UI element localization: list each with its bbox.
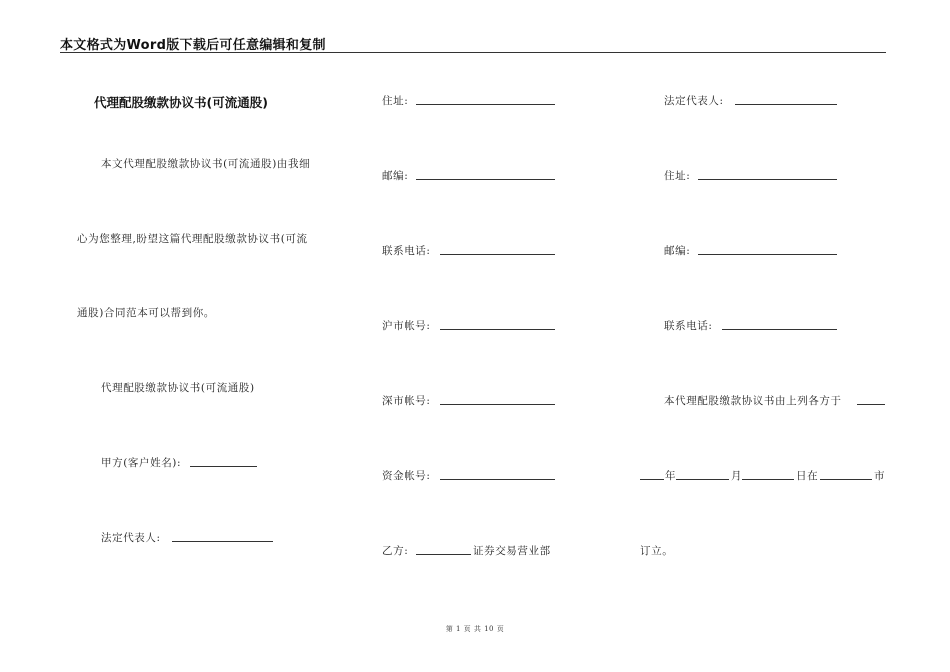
party-a-fund-account-blank: [440, 479, 555, 480]
intro-line-3: 通股)合同范本可以帮到你。: [77, 307, 215, 319]
party-a-address-label: 住址:: [382, 95, 409, 107]
signing-city-blank: [820, 479, 872, 480]
party-a-address-blank: [416, 104, 555, 105]
party-a-phone-label: 联系电话:: [382, 245, 431, 257]
party-b-postcode-label: 邮编:: [664, 245, 691, 257]
party-b-name-blank: [416, 554, 471, 555]
signing-conclusion: 订立。: [640, 545, 674, 557]
party-b-phone-label: 联系电话:: [664, 320, 713, 332]
page-footer: 第 1 页 共 10 页: [445, 625, 505, 633]
party-b-suffix: 证券交易营业部: [473, 545, 551, 557]
signing-month: 月: [731, 470, 743, 482]
party-b-address-label: 住址:: [664, 170, 691, 182]
party-a-client-name-label: 甲方(客户姓名):: [101, 457, 182, 469]
party-a-fund-account-label: 资金帐号:: [382, 470, 431, 482]
intro-line-2: 心为您整理,盼望这篇代理配股缴款协议书(可流: [77, 233, 308, 245]
party-b-phone-blank: [722, 329, 837, 330]
party-a-sz-account-label: 深市帐号:: [382, 395, 431, 407]
signing-year: 年: [665, 470, 677, 482]
document-header: [60, 34, 886, 53]
party-a-postcode-label: 邮编:: [382, 170, 409, 182]
signing-day-blank: [742, 479, 794, 480]
party-a-phone-blank: [440, 254, 555, 255]
party-b-legal-rep-blank: [735, 104, 837, 105]
contract-subtitle: 代理配股缴款协议书(可流通股): [101, 382, 255, 394]
party-b-label: 乙方:: [382, 545, 409, 557]
signing-line-1: 本代理配股缴款协议书由上列各方于: [664, 395, 842, 407]
party-a-legal-rep-label: 法定代表人:: [101, 532, 161, 544]
header-text: 本文格式为Word版下载后可任意编辑和复制: [60, 38, 326, 53]
party-b-legal-rep-label: 法定代表人:: [664, 95, 724, 107]
signing-party-blank: [857, 404, 885, 405]
signing-year-blank: [640, 479, 664, 480]
party-b-postcode-blank: [698, 254, 837, 255]
party-a-sz-account-blank: [440, 404, 555, 405]
intro-line-1: 本文代理配股缴款协议书(可流通股)由我细: [101, 158, 311, 170]
party-a-postcode-blank: [416, 179, 555, 180]
party-a-legal-rep-blank: [172, 541, 273, 542]
signing-day: 日在: [796, 470, 819, 482]
party-a-sh-account-blank: [440, 329, 555, 330]
document-title: 代理配股缴款协议书(可流通股): [94, 95, 268, 110]
party-a-client-name-blank: [190, 466, 257, 467]
party-a-sh-account-label: 沪市帐号:: [382, 320, 431, 332]
party-b-address-blank: [698, 179, 837, 180]
signing-month-blank: [676, 479, 729, 480]
signing-city: 市: [874, 470, 886, 482]
